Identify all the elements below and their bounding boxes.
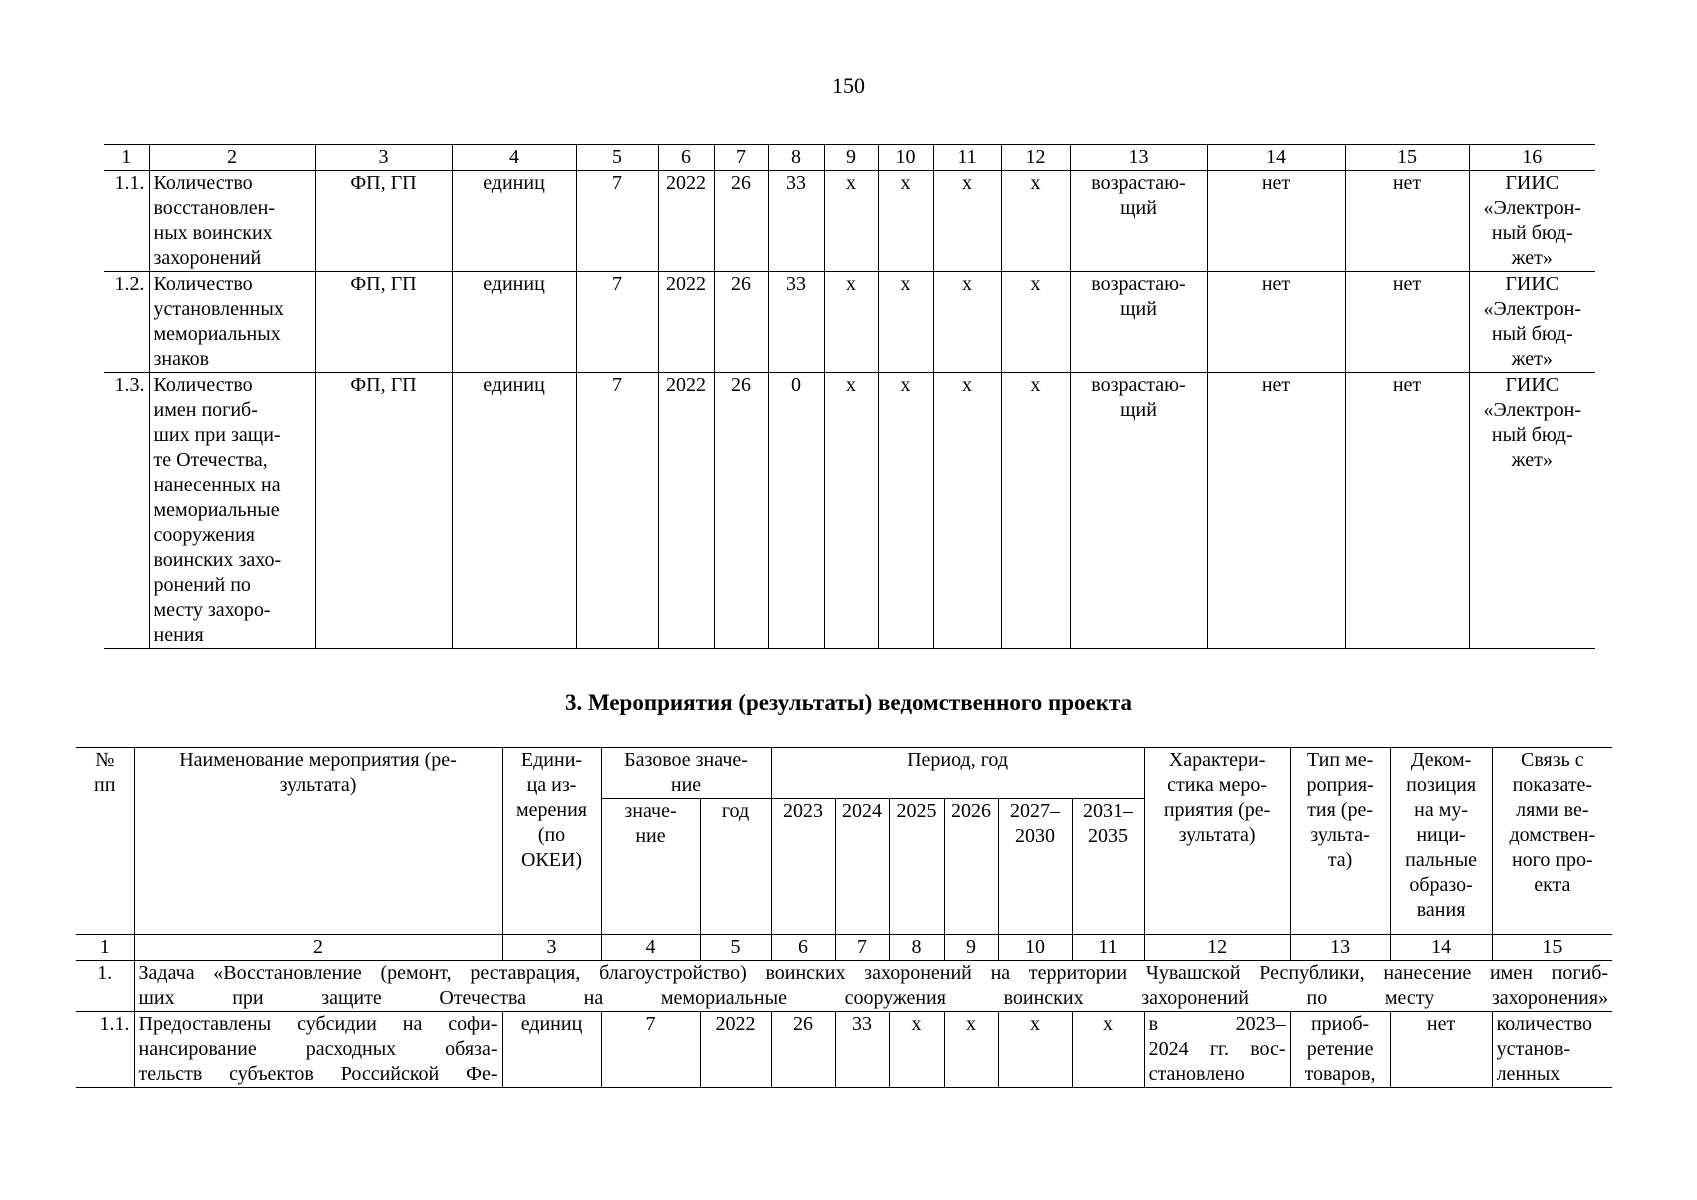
column-number-row xyxy=(76,935,1612,961)
header-type: Тип ме- роприя- тия (ре- зульта- та) xyxy=(1290,748,1390,935)
col-num-4: 4 xyxy=(452,145,576,171)
value-col-10: х xyxy=(878,272,933,373)
col-num-12: 12 xyxy=(1144,935,1290,961)
value-col-14: нет xyxy=(1207,171,1345,272)
table-row xyxy=(104,171,1595,272)
base-value: 7 xyxy=(601,1012,700,1088)
col-num-14: 14 xyxy=(1207,145,1345,171)
row-number: 1.1. xyxy=(76,1012,134,1088)
value-col-12: х xyxy=(1001,171,1070,272)
trend: возрастаю- щий xyxy=(1070,171,1207,272)
value-col-15: нет xyxy=(1345,171,1469,272)
value-2026: х xyxy=(944,1012,998,1088)
task-number: 1. xyxy=(76,961,134,1012)
col-num-10: 10 xyxy=(878,145,933,171)
col-num-6: 6 xyxy=(771,935,835,961)
header-years-2031-2035: 2031– 2035 xyxy=(1072,799,1144,935)
row-number: 1.1. xyxy=(104,171,149,272)
header-base-year: год xyxy=(700,799,771,935)
indicator-level: ФП, ГП xyxy=(315,171,452,272)
col-num-3: 3 xyxy=(502,935,601,961)
header-activity-name: Наименование мероприятия (ре- зультата) xyxy=(134,748,502,935)
col-num-15: 15 xyxy=(1492,935,1612,961)
characteristic: в 2023– 2024 гг. вос- становлено xyxy=(1144,1012,1290,1088)
okei-code: 7 xyxy=(576,171,658,272)
col-num-7: 7 xyxy=(714,145,768,171)
trend: возрастаю- щий xyxy=(1070,373,1207,649)
data-source: ГИИС «Электрон- ный бюд- жет» xyxy=(1469,373,1595,649)
base-year: 2022 xyxy=(658,171,714,272)
header-year-2023: 2023 xyxy=(771,799,835,935)
task-row xyxy=(76,961,1612,1012)
value-col-14: нет xyxy=(1207,272,1345,373)
base-year: 2022 xyxy=(700,1012,771,1088)
header-unit: Едини- ца из- мерения (по ОКЕИ) xyxy=(502,748,601,935)
header-row-1 xyxy=(76,748,1612,799)
data-source: ГИИС «Электрон- ный бюд- жет» xyxy=(1469,171,1595,272)
page-number: 150 xyxy=(832,73,865,98)
section-title: 3. Мероприятия (результаты) ведомственного проекта xyxy=(564,690,1133,715)
indicators-table xyxy=(104,144,1595,649)
value-2025: х xyxy=(889,1012,944,1088)
trend: возрастаю- щий xyxy=(1070,272,1207,373)
indicator-name: Количество имен погиб- ших при защи- те Отечества, нанесенных на мемориальные сооружения воинских захо- ронений по месту захоро- нения xyxy=(149,373,315,649)
col-num-1: 1 xyxy=(76,935,134,961)
col-num-1: 1 xyxy=(104,145,149,171)
header-decomposition: Деком- позиция на му- ници- пальные образо- вания xyxy=(1390,748,1492,935)
okei-code: 7 xyxy=(576,373,658,649)
value-col-12: х xyxy=(1001,272,1070,373)
col-num-3: 3 xyxy=(315,145,452,171)
header-characteristic: Характери- стика меро- приятия (ре- зультата) xyxy=(1144,748,1290,935)
header-base-value: Базовое значе- ние xyxy=(601,748,771,799)
col-num-8: 8 xyxy=(768,145,824,171)
col-num-4: 4 xyxy=(601,935,700,961)
header-base-value-sub: значе- ние xyxy=(601,799,700,935)
value-col-10: х xyxy=(878,171,933,272)
col-num-8: 8 xyxy=(889,935,944,961)
activity-type: приоб- ретение товаров, xyxy=(1290,1012,1390,1088)
col-num-9: 9 xyxy=(944,935,998,961)
value-col-10: х xyxy=(878,373,933,649)
value-col-15: нет xyxy=(1345,272,1469,373)
unit: единиц xyxy=(452,373,576,649)
value-col-9: х xyxy=(824,171,878,272)
col-num-13: 13 xyxy=(1290,935,1390,961)
col-num-14: 14 xyxy=(1390,935,1492,961)
column-number-row xyxy=(104,145,1595,171)
activity-name: Предоставлены субсидии на софи- нансирование расходных обяза- тельств субъектов Российской Фе- xyxy=(134,1012,502,1088)
unit: единиц xyxy=(452,272,576,373)
base-year: 2022 xyxy=(658,373,714,649)
unit: единиц xyxy=(502,1012,601,1088)
value-col-12: х xyxy=(1001,373,1070,649)
indicator-name: Количество восстановлен- ных воинских захоронений xyxy=(149,171,315,272)
base-value: 26 xyxy=(714,171,768,272)
value-col-15: нет xyxy=(1345,373,1469,649)
value-col-8: 0 xyxy=(768,373,824,649)
col-num-16: 16 xyxy=(1469,145,1595,171)
value-2027-2030: х xyxy=(998,1012,1072,1088)
task-text: Задача «Восстановление (ремонт, реставрация, благоустройство) воинских захоронений на территории Чувашской Республики, нанесение имен погиб- ших при защите Отечества на мемориальные сооружения воинских захоронений по месту захоронения» xyxy=(134,961,1612,1012)
col-num-2: 2 xyxy=(149,145,315,171)
col-num-15: 15 xyxy=(1345,145,1469,171)
header-year-2025: 2025 xyxy=(889,799,944,935)
activities-table xyxy=(76,747,1612,1088)
indicator-link: количество установ- ленных xyxy=(1492,1012,1612,1088)
decomposition: нет xyxy=(1390,1012,1492,1088)
col-num-6: 6 xyxy=(658,145,714,171)
data-source: ГИИС «Электрон- ный бюд- жет» xyxy=(1469,272,1595,373)
value-col-9: х xyxy=(824,373,878,649)
base-year: 2022 xyxy=(658,272,714,373)
base-value: 26 xyxy=(714,272,768,373)
value-2024: 33 xyxy=(835,1012,889,1088)
unit: единиц xyxy=(452,171,576,272)
col-num-11: 11 xyxy=(933,145,1001,171)
table-row xyxy=(76,1012,1612,1088)
header-number: № пп xyxy=(76,748,134,935)
value-col-8: 33 xyxy=(768,272,824,373)
value-col-11: х xyxy=(933,171,1001,272)
col-num-9: 9 xyxy=(824,145,878,171)
col-num-2: 2 xyxy=(134,935,502,961)
row-number: 1.3. xyxy=(104,373,149,649)
header-year-2024: 2024 xyxy=(835,799,889,935)
col-num-7: 7 xyxy=(835,935,889,961)
row-number: 1.2. xyxy=(104,272,149,373)
table-row xyxy=(104,272,1595,373)
value-col-11: х xyxy=(933,272,1001,373)
col-num-12: 12 xyxy=(1001,145,1070,171)
indicator-name: Количество установленных мемориальных знаков xyxy=(149,272,315,373)
table-row xyxy=(104,373,1595,649)
indicator-level: ФП, ГП xyxy=(315,272,452,373)
col-num-13: 13 xyxy=(1070,145,1207,171)
indicator-level: ФП, ГП xyxy=(315,373,452,649)
header-years-2027-2030: 2027– 2030 xyxy=(998,799,1072,935)
col-num-5: 5 xyxy=(700,935,771,961)
okei-code: 7 xyxy=(576,272,658,373)
value-col-9: х xyxy=(824,272,878,373)
value-col-14: нет xyxy=(1207,373,1345,649)
value-2031-2035: х xyxy=(1072,1012,1144,1088)
header-year-2026: 2026 xyxy=(944,799,998,935)
header-link: Связь с показате- лями ве- домствен- ного про- екта xyxy=(1492,748,1612,935)
value-2023: 26 xyxy=(771,1012,835,1088)
col-num-10: 10 xyxy=(998,935,1072,961)
col-num-5: 5 xyxy=(576,145,658,171)
col-num-11: 11 xyxy=(1072,935,1144,961)
header-period: Период, год xyxy=(771,748,1144,799)
base-value: 26 xyxy=(714,373,768,649)
value-col-8: 33 xyxy=(768,171,824,272)
value-col-11: х xyxy=(933,373,1001,649)
